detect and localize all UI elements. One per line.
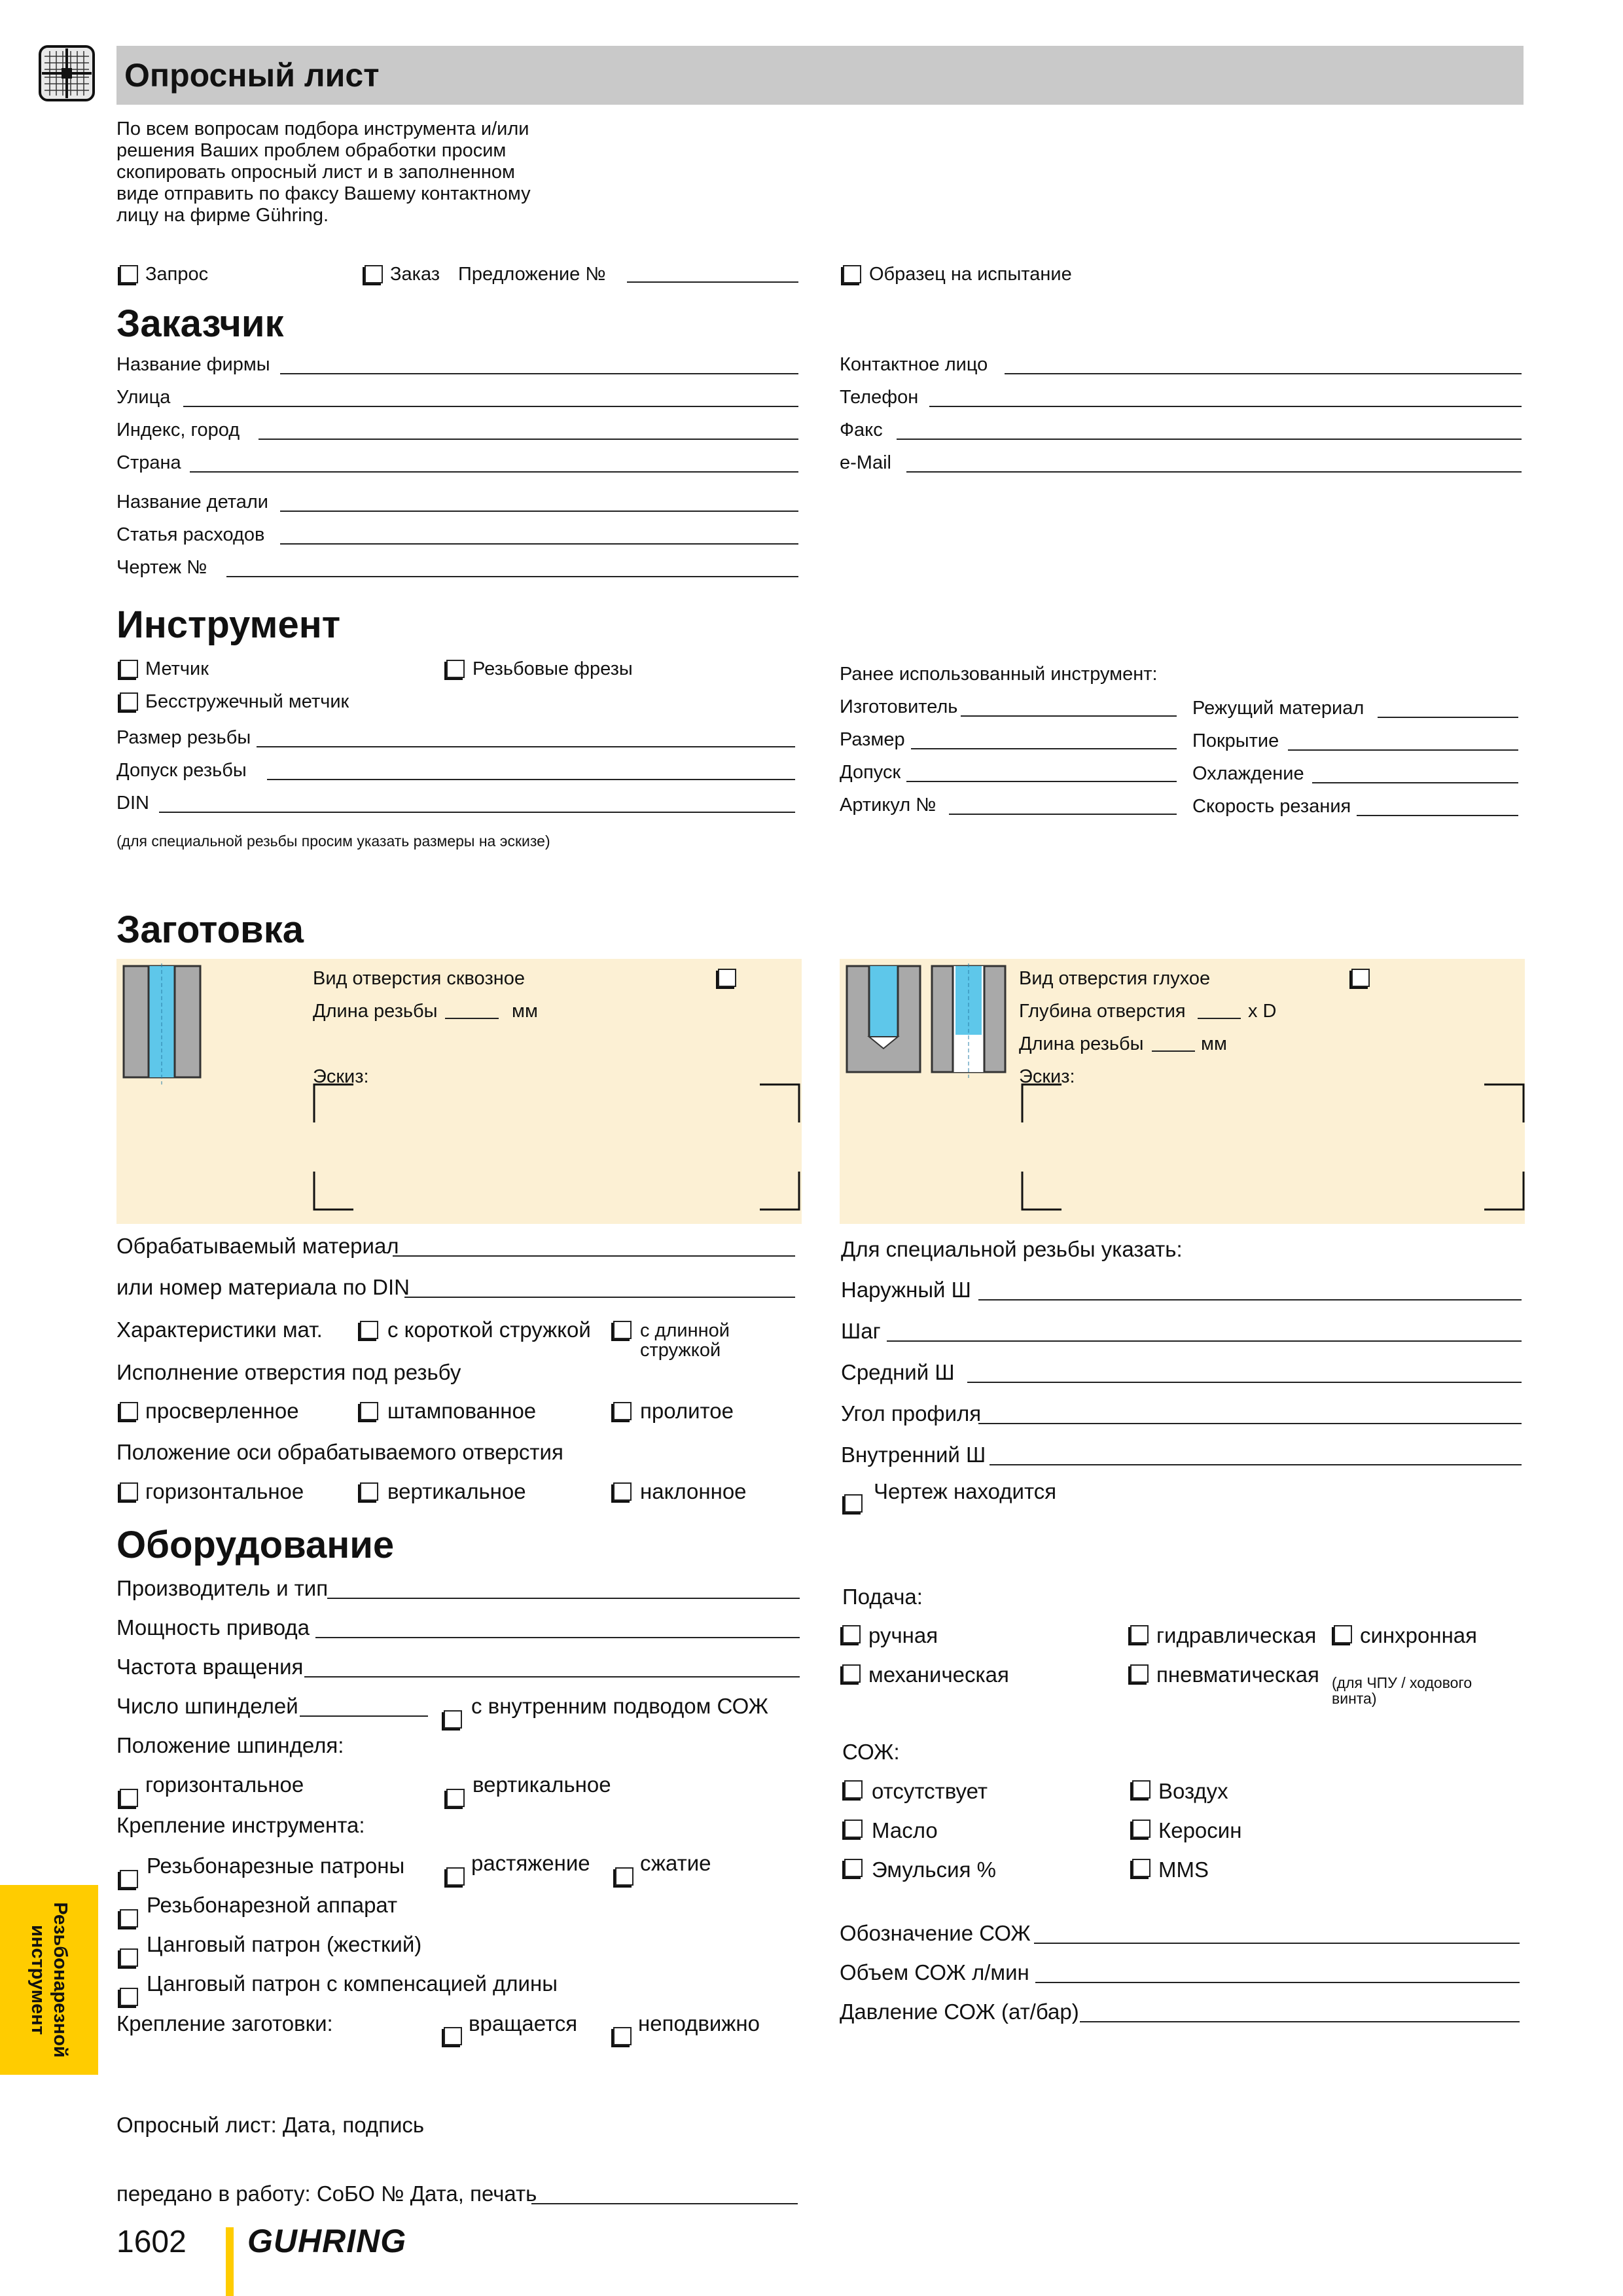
tool-clamp-label: Крепление инструмента: — [116, 1813, 365, 1837]
thread-length-label: Длина резьбы — [313, 1001, 438, 1022]
query-checkbox[interactable] — [120, 265, 138, 283]
feed-pneumatic-label: пневматическая — [1156, 1662, 1319, 1687]
spindles-label: Число шпинделей — [116, 1694, 298, 1718]
coating-field[interactable] — [1288, 749, 1518, 751]
mean-dia-label: Средний Ш — [841, 1360, 955, 1384]
spindle-pos-label: Положение шпинделя: — [116, 1733, 344, 1757]
coolant-oil-label: Масло — [872, 1818, 938, 1842]
internal-coolant-checkbox[interactable] — [444, 1710, 462, 1729]
blind-hole-checkbox[interactable] — [1351, 969, 1370, 987]
axis-horizontal-checkbox[interactable] — [120, 1482, 138, 1501]
workpiece-heading: Заготовка — [116, 908, 304, 951]
forming-tap-checkbox[interactable] — [120, 692, 138, 711]
through-hole-checkbox[interactable] — [718, 969, 736, 987]
pitch-label: Шаг — [841, 1319, 881, 1343]
thread-length-field[interactable] — [445, 1018, 499, 1019]
fixed-checkbox[interactable] — [613, 2027, 632, 2045]
axis-inclined-label: наклонное — [640, 1479, 747, 1503]
article-no-field[interactable] — [949, 814, 1177, 815]
power-label: Мощность привода — [116, 1615, 310, 1640]
axis-pos-label: Положение оси обрабатываемого отверстия — [116, 1440, 563, 1464]
sample-label: Образец на испытание — [869, 264, 1072, 285]
tapping-head-checkbox[interactable] — [120, 1909, 138, 1928]
coolant-mms-label: MMS — [1158, 1857, 1209, 1882]
feed-synchronous-label: синхронная — [1360, 1623, 1478, 1647]
coolant-name-field[interactable] — [1034, 1943, 1520, 1944]
profile-angle-label: Угол профиля — [841, 1401, 982, 1426]
compression-label: сжатие — [640, 1851, 711, 1875]
sample-checkbox[interactable] — [843, 265, 861, 283]
drawing-no-field[interactable] — [226, 576, 798, 577]
email-label: e-Mail — [840, 452, 891, 473]
zip-city-label: Индекс, город — [116, 420, 240, 440]
speed-label: Частота вращения — [116, 1655, 304, 1679]
company-label: Название фирмы — [116, 354, 270, 375]
sketch-area-right[interactable] — [1021, 1083, 1525, 1211]
blind-thread-length-label: Длина резьбы — [1019, 1033, 1144, 1054]
thread-mills-label: Резьбовые фрезы — [473, 658, 633, 679]
speed-field[interactable] — [304, 1676, 800, 1677]
collet-comp-checkbox[interactable] — [120, 1988, 138, 2006]
side-tab-line-1: Резьбонарезной — [50, 1902, 71, 2058]
feed-synchronous-checkbox[interactable] — [1334, 1625, 1352, 1643]
side-tab-line-2: инструмент — [27, 1924, 48, 2036]
coolant-emulsion-label: Эмульсия % — [872, 1857, 996, 1882]
inner-dia-label: Внутренний Ш — [841, 1443, 986, 1467]
coolant-none-label: отсутствует — [872, 1779, 988, 1803]
inner-dia-field[interactable] — [990, 1464, 1522, 1465]
axis-inclined-checkbox[interactable] — [613, 1482, 632, 1501]
compression-checkbox[interactable] — [615, 1867, 633, 1886]
tap-chucks-checkbox[interactable] — [120, 1870, 138, 1888]
outer-dia-label: Наружный Ш — [841, 1278, 971, 1302]
drilled-checkbox[interactable] — [120, 1402, 138, 1420]
internal-coolant-label: с внутренним подводом СОЖ — [471, 1694, 769, 1718]
blind-hole-illustration — [844, 963, 1008, 1078]
coolant-kerosene-label: Керосин — [1158, 1818, 1242, 1842]
feed-mechanical-label: механическая — [868, 1662, 1009, 1687]
outer-dia-field[interactable] — [978, 1299, 1522, 1300]
spindle-vertical-label: вертикальное — [473, 1772, 611, 1797]
country-field[interactable] — [190, 471, 798, 473]
wp-clamp-label: Крепление заготовки: — [116, 2011, 333, 2036]
cooling-field[interactable] — [1312, 782, 1518, 783]
spindles-field[interactable] — [300, 1715, 428, 1717]
tension-label: растяжение — [471, 1851, 590, 1875]
material-label: Обрабатываемый материал — [116, 1234, 399, 1258]
part-name-field[interactable] — [280, 511, 798, 512]
sketch-label-left: Эскиз: — [313, 1066, 369, 1087]
coolant-kerosene-checkbox[interactable] — [1132, 1820, 1150, 1838]
hole-depth-xd: x D — [1248, 1001, 1277, 1022]
thread-mills-checkbox[interactable] — [446, 660, 465, 678]
coolant-pressure-label: Давление СОЖ (ат/бар) — [840, 2000, 1079, 2024]
punched-checkbox[interactable] — [360, 1402, 378, 1420]
intro-line-2: решения Ваших проблем обработки просим — [116, 140, 507, 161]
axis-vertical-checkbox[interactable] — [360, 1482, 378, 1501]
coolant-mms-checkbox[interactable] — [1132, 1859, 1150, 1877]
prev-tool-label: Ранее использованный инструмент: — [840, 664, 1158, 685]
page-title: Опросный лист — [124, 57, 380, 94]
manufacturer-label: Изготовитель — [840, 696, 958, 717]
coating-label: Покрытие — [1192, 730, 1279, 751]
manufacturer-field[interactable] — [961, 715, 1177, 717]
phone-label: Телефон — [840, 387, 919, 408]
fax-label: Факс — [840, 420, 883, 440]
coolant-name-label: Обозначение СОЖ — [840, 1921, 1031, 1945]
grid-logo-icon — [38, 45, 96, 102]
equipment-heading: Оборудование — [116, 1524, 395, 1566]
mean-dia-field[interactable] — [967, 1382, 1522, 1383]
intro-line-4: виде отправить по факсу Вашему контактному — [116, 183, 531, 204]
drawing-attached-label: Чертеж находится — [874, 1479, 1057, 1503]
cutting-speed-field[interactable] — [1357, 815, 1518, 816]
intro-line-3: скопировать опросный лист и в заполненном — [116, 162, 515, 183]
tap-chucks-label: Резьбонарезные патроны — [147, 1854, 405, 1878]
size-label: Размер — [840, 729, 905, 750]
spindle-horizontal-label: горизонтальное — [145, 1772, 304, 1797]
thread-length-unit: мм — [512, 1001, 538, 1022]
feed-label: Подача: — [842, 1585, 923, 1609]
handed-field[interactable] — [531, 2203, 798, 2204]
thread-tolerance-field[interactable] — [267, 779, 795, 780]
contact-label: Контактное лицо — [840, 354, 988, 375]
cnc-note-line-1: (для ЧПУ / ходового — [1332, 1674, 1472, 1691]
pitch-field[interactable] — [887, 1340, 1522, 1342]
order-checkbox[interactable] — [365, 265, 383, 283]
thread-size-field[interactable] — [257, 746, 795, 747]
material-field[interactable] — [393, 1255, 795, 1257]
zip-city-field[interactable] — [259, 439, 798, 440]
footer-divider — [226, 2227, 234, 2296]
tool-note: (для специальной резьбы просим указать размеры на эскизе) — [116, 833, 550, 850]
material-din-label: или номер материала по DIN — [116, 1275, 410, 1299]
email-field[interactable] — [906, 471, 1522, 473]
country-label: Страна — [116, 452, 181, 473]
cost-item-label: Статья расходов — [116, 524, 265, 545]
drilled-label: просверленное — [145, 1399, 299, 1423]
feed-mechanical-checkbox[interactable] — [842, 1664, 861, 1683]
long-chip-checkbox[interactable] — [613, 1321, 632, 1339]
company-field[interactable] — [280, 373, 798, 374]
part-name-label: Название детали — [116, 492, 268, 512]
intro-line-1: По всем вопросам подбора инструмента и/или — [116, 118, 529, 139]
cast-label: пролитое — [640, 1399, 734, 1423]
tolerance-field[interactable] — [906, 781, 1177, 782]
mat-props-label: Характеристики мат. — [116, 1318, 323, 1342]
date-sign-label: Опросный лист: Дата, подпись — [116, 2113, 425, 2137]
blind-hole-label: Вид отверстия глухое — [1019, 968, 1211, 989]
forming-tap-label: Бесстружечный метчик — [145, 691, 349, 712]
offer-no-field[interactable] — [627, 281, 798, 283]
long-chip-label-2: стружкой — [640, 1340, 721, 1361]
thread-tolerance-label: Допуск резьбы — [116, 760, 247, 781]
power-field[interactable] — [315, 1637, 800, 1638]
feed-hydraulic-label: гидравлическая — [1156, 1623, 1317, 1647]
cnc-note-line-2: винта) — [1332, 1690, 1377, 1707]
handed-label: передано в работу: СоБО № Дата, печать — [116, 2181, 537, 2206]
blind-thread-length-field[interactable] — [1152, 1050, 1195, 1052]
tap-checkbox[interactable] — [120, 660, 138, 678]
brand-logo: GUHRING — [247, 2223, 407, 2259]
punched-label: штампованное — [387, 1399, 537, 1423]
drawing-attached-checkbox[interactable] — [844, 1494, 863, 1513]
short-chip-label: с короткой стружкой — [387, 1318, 591, 1342]
street-label: Улица — [116, 387, 171, 408]
fixed-label: неподвижно — [638, 2011, 760, 2036]
din-label: DIN — [116, 793, 149, 814]
through-hole-illustration — [121, 963, 203, 1085]
cutting-material-field[interactable] — [1378, 717, 1518, 718]
fax-field[interactable] — [897, 439, 1522, 440]
tool-heading: Инструмент — [116, 603, 341, 646]
material-din-field[interactable] — [404, 1297, 795, 1298]
intro-line-5: лицу на фирме Gühring. — [116, 205, 329, 226]
coolant-none-checkbox[interactable] — [844, 1780, 863, 1799]
page-number: 1602 — [116, 2225, 187, 2259]
sketch-area-left[interactable] — [313, 1083, 800, 1211]
contact-field[interactable] — [1005, 373, 1522, 374]
maker-type-field[interactable] — [327, 1598, 800, 1599]
rotating-checkbox[interactable] — [444, 2027, 462, 2045]
rotating-label: вращается — [469, 2011, 578, 2036]
special-thread-label: Для специальной резьбы указать: — [841, 1237, 1183, 1261]
collet-rigid-label: Цанговый патрон (жесткий) — [147, 1932, 422, 1956]
feed-manual-checkbox[interactable] — [842, 1625, 861, 1643]
sketch-label-right: Эскиз: — [1019, 1066, 1075, 1087]
cast-checkbox[interactable] — [613, 1402, 632, 1420]
thread-size-label: Размер резьбы — [116, 727, 251, 748]
cooling-label: Охлаждение — [1192, 763, 1304, 784]
hole-depth-label: Глубина отверстия — [1019, 1001, 1186, 1022]
customer-heading: Заказчик — [116, 302, 284, 345]
tension-checkbox[interactable] — [446, 1867, 465, 1886]
coolant-volume-field[interactable] — [1035, 1982, 1520, 1983]
coolant-air-label: Воздух — [1158, 1779, 1228, 1803]
tolerance-label: Допуск — [840, 762, 901, 783]
spindle-horizontal-checkbox[interactable] — [120, 1789, 138, 1807]
cutting-speed-label: Скорость резания — [1192, 796, 1351, 817]
order-label: Заказ — [390, 264, 440, 285]
hole-depth-field[interactable] — [1198, 1018, 1241, 1019]
feed-hydraulic-checkbox[interactable] — [1130, 1625, 1149, 1643]
maker-type-label: Производитель и тип — [116, 1576, 329, 1600]
collet-rigid-checkbox[interactable] — [120, 1948, 138, 1967]
spindle-vertical-checkbox[interactable] — [446, 1789, 465, 1807]
coolant-air-checkbox[interactable] — [1132, 1780, 1150, 1799]
long-chip-label-1: с длинной — [640, 1320, 730, 1341]
hole-exec-label: Исполнение отверстия под резьбу — [116, 1360, 461, 1384]
axis-horizontal-label: горизонтальное — [145, 1479, 304, 1503]
axis-vertical-label: вертикальное — [387, 1479, 526, 1503]
article-no-label: Артикул № — [840, 795, 936, 816]
coolant-volume-label: Объем СОЖ л/мин — [840, 1960, 1029, 1984]
din-field[interactable] — [159, 812, 795, 813]
cost-item-field[interactable] — [280, 543, 798, 545]
collet-comp-label: Цанговый патрон с компенсацией длины — [147, 1971, 558, 1996]
query-label: Запрос — [145, 264, 209, 285]
tap-label: Метчик — [145, 658, 209, 679]
offer-label: Предложение № — [458, 264, 606, 285]
size-field[interactable] — [911, 748, 1177, 749]
profile-angle-field[interactable] — [978, 1423, 1522, 1424]
coolant-oil-checkbox[interactable] — [844, 1820, 863, 1838]
street-field[interactable] — [183, 406, 798, 407]
feed-pneumatic-checkbox[interactable] — [1130, 1664, 1149, 1683]
short-chip-checkbox[interactable] — [360, 1321, 378, 1339]
coolant-emulsion-checkbox[interactable] — [844, 1859, 863, 1877]
coolant-label: СОЖ: — [842, 1740, 900, 1764]
cutting-material-label: Режущий материал — [1192, 698, 1364, 719]
tapping-head-label: Резьбонарезной аппарат — [147, 1893, 398, 1917]
coolant-pressure-field[interactable] — [1080, 2021, 1520, 2022]
blind-thread-length-unit: мм — [1201, 1033, 1227, 1054]
through-hole-label: Вид отверстия сквозное — [313, 968, 526, 989]
feed-manual-label: ручная — [868, 1623, 938, 1647]
drawing-no-label: Чертеж № — [116, 557, 207, 578]
phone-field[interactable] — [929, 406, 1522, 407]
